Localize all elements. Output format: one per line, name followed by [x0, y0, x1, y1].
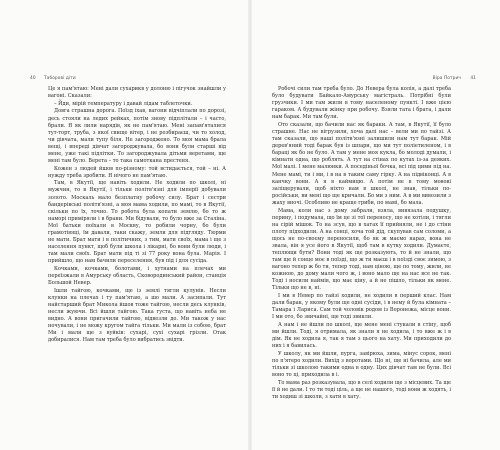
left-page-body [48, 86, 226, 345]
paragraph: Кожен з людей йшов по-різному: той встидається, той – ні. А нужду треба зробити. Я нічого не пам'ятаю. [48, 165, 226, 179]
paragraph: То мама раз розказувала, що в селі ходили ще з місцевих. Та ще її й не дали. І то ти тоді ціль, а ще не нашого, тоді вони ж ходять, і ти ходиш зі школи, з хати в хату. [272, 379, 451, 400]
paragraph: Кочками, кочками, болотами, і хутнами на плечах ми переїзжали в Амурську область, Сковородинський район, станція Большой Невер. [48, 265, 226, 287]
paragraph: Мама, коли нас з дому забрали, взяла, вивязала подушку, перину, і подумала, що їм це зі тої переносу, що не хотіли, і тягли на сірій мішок. То на зсув, що в хатах її прийняли, не і до стіни плоту підходили. А на сонці, хоча той дід, скупував сам соломи, а щось не по-своєму переносили, бо як ж маємо нарах, вона не звала, він я усе його в Якутії, щоб там в кутку ходили. Думаєте, теплющи бути? Вони тоді як ще розказують, то й не знали, що там ще й сонце моє в поїзді, що ж ти маєш і в поїзді своє зимою, з вагоно тепер ж бо ти, тепер тоді, нам ціною, ще по тому, жили, не кожною, до дому мали чого ж, і воно мало ще на нас все не так. Тоді і носили наймів, що має ціну, а й не пішло, тільки як мене. Тільки що не в, ні. [272, 207, 451, 292]
paragraph: Ішли тайгою, кочками, ще із землі тягли кулунів. Несли клунки на плечах і ту пам'ятаю, а шо мали. А засипали. Тут найстарший брат Микола йшов тоже тайгою, несли десь клунків, несли жуючи. Всі йшли тайгою. Така густа, що навіть неба не видно. А вони пригачили тайгою, відвезли до. Ми також у нас ночували, і не можу кругом тайга тільки. Ми мали із собою, брат Ми і мали ще з вуйків: сухарі, сухі сухарі грізли. Отак добиралися. Нам там треба було вибратись звідти. [48, 287, 226, 344]
left-page-number: 40 [30, 76, 36, 81]
paragraph: Довга страшна дорога. Поїзд іхав, вагони відчіплали по дорозі, десь стояли на ледих рейках, потім знову підплітали – і часто, брали. Я як лили нарядів, як не пам'ятаю. Мені запам'яталися тут-торт, труба, з якої свище вітер, і не розбираєш, чи то холод, чи дівчата, мали тупу біля. Не загороджено. То моя мама брала вещі, і впереді дівчат загороджувала, бо вони були старші від мене, уже такі підлітки. То загороджувала дітьми веретами, ще мені там було. Верета – то така самоткана престеня. [48, 108, 226, 164]
paragraph: У школу, як ми йшли, пурга, завірюха, зима, мінус сорок, мені по п'ятеро ходили. Вихід з воротами. Що ні, ще ні бачила, але ми тільки зі школою такими одна в одну. Цих дівчат там не були. Всі воно то ці, приходила в і. [272, 350, 451, 379]
right-running-title: Віра Потрич [432, 76, 461, 81]
right-page [250, 0, 500, 450]
left-running-title: Таборові діти [44, 76, 76, 81]
paragraph: І ми в Невер по тайзі ходили, не ходили в перший клас. Нам дали барак, у якому були ще одні сусіди, і в нему й була кімната – Тамара і Лариса. Сам той чоловік родом із Воронежа, місце вони. І ми ото, бо звичайні, ще тоді звикли. [272, 293, 451, 321]
paragraph: Ото сказали, що бачили нас як бараки. А там, в Якутії, її було страшне. Нас не вігрузили, хоча далі нас – вели ми по тайзі. А там сказали, що наші політв'язні залишили нам тут барак. Мій дерев'яний тоді барак був із шпари, що ми тут поліетиленом, і в бараці як бо не було. А там у мене моя кукла, бо молоді думали, і кімнати одна, що роблять. А тут на стінах по кутах із-за деяких. Мої малі. І мене малюнки. А поседіньої бочка, всі під цими під на. Мене мамі, ти і ми, і в на в таким саму гірку. А на підвіконці. А в канчку вони. А я в каймицю. А потім не в тому мовові заліщерували, щоб ніхто нам в школі, не знав, тільки по-російськи, ви мені що ще кричали. Бо ми з ним. А в ми вивозили з жаху вночі. Особливо не краще гриби, по мамі, бо мала. [272, 121, 451, 206]
paragraph: – Йди, мірій температуру і давай лідам таблеточки. [54, 100, 193, 107]
paragraph: А нам і не йшли по школі, ще мене мені стукали в стіну, щоб ми йшли. Тоді, я отримала, як знали я не ходила, і то вже ж і в дім. Як не ходила я, так я там з цього на хату. Ми приходили до них і я бавилась. [272, 321, 451, 350]
right-page-body [272, 86, 451, 402]
paragraph: Це я пам'ятаю: Мені дали сухарикв у долоню і пігучок знайшли у вагоні. Сказали: [48, 86, 226, 100]
paragraph: Робочі сили там треба було. До Невера була колія, а далі треба було будувати Байкало-Амурську магістраль. Потрібні були грузчики. І ми там жили в тому населеному пункті. І вже цією гараком. А будували жінку при робочу. Взяли тата і брата, і дали нам барак. Ми там були. [272, 86, 451, 121]
paragraph: Там, в Якутії, ще навіть ходили. Не ходили по школі, ні мужчин, то в Якутії, і тільки політв'язні для імперії добували золото. Москаль мало безплатну робочу силу. Брат і сестри бандерівські політв'язні, а моя мама ходили, по мамі, то в Якутії, скільки по їх, точно. То робота була копати землю, бо то ж наморі приміряли і в брани. Ми бідували, то було вже за Сталіна. Мої батьки поїхали в Москву, то робили чорну, бо були грамотіющі, їм давали, таки скажу, земли для підгляду. Тюрми не мати. Брат мати і в політичних, з тим, мати своїх, мама і ще з населення пункт, щоб були школа і лікарні, бо вони були люди, і там мали своїх. Брат мати під ті зі 77 року вона була. Марія. І прийшло, що нам бачили переселення, був під і для сусіда. [48, 180, 226, 265]
right-page-number: 41 [470, 76, 476, 81]
